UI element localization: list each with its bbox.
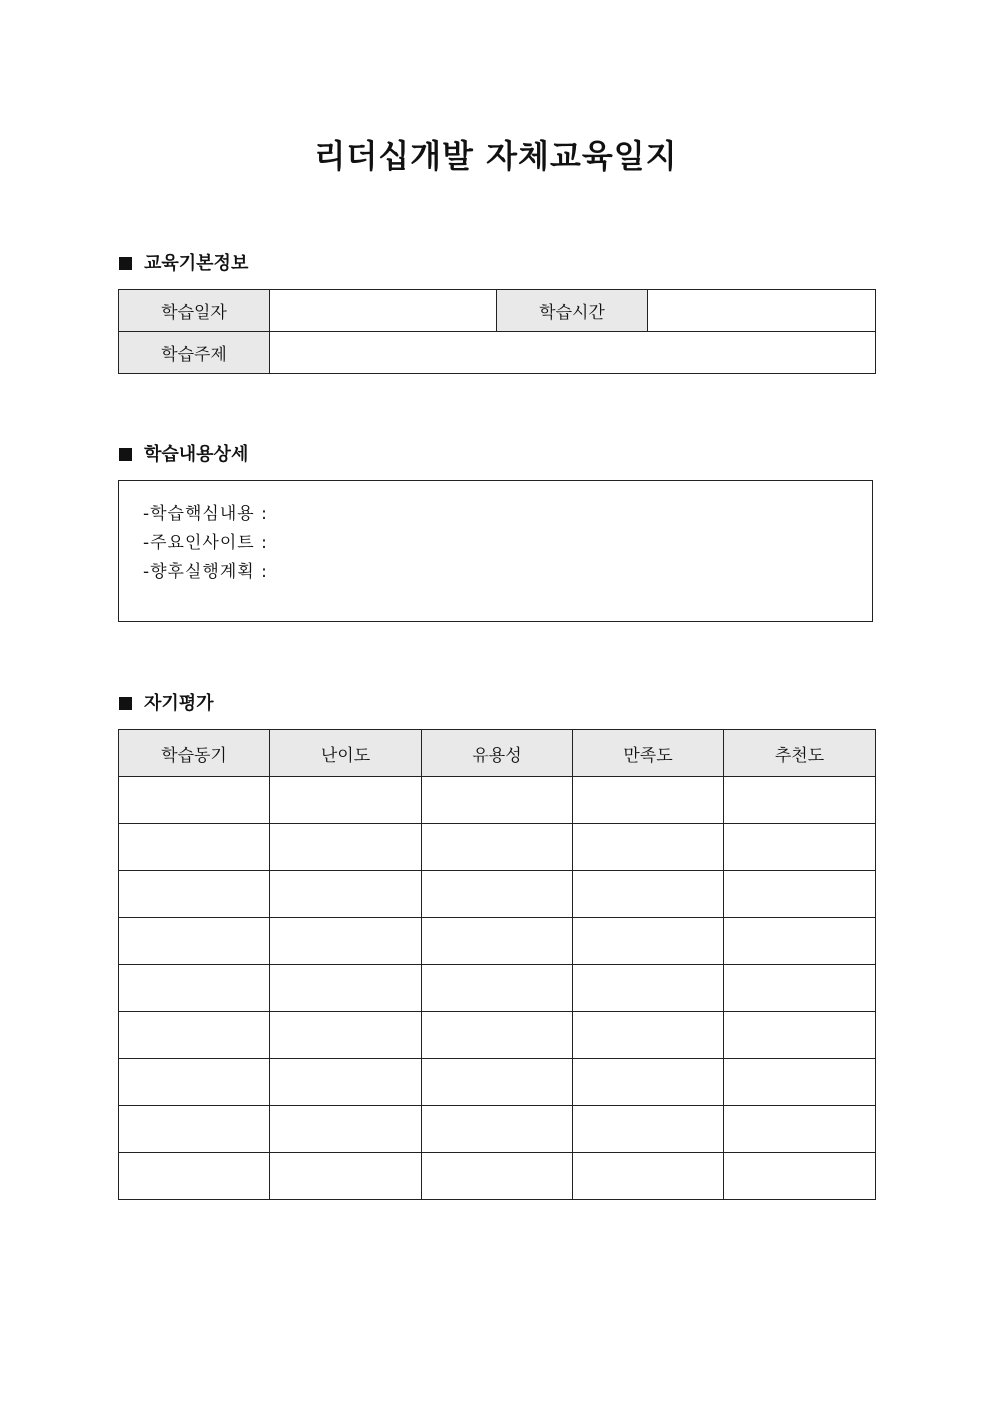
table-row xyxy=(119,1059,876,1106)
eval-cell[interactable] xyxy=(119,777,270,824)
eval-cell[interactable] xyxy=(573,965,724,1012)
eval-cell[interactable] xyxy=(119,824,270,871)
eval-cell[interactable] xyxy=(422,871,573,918)
eval-cell[interactable] xyxy=(724,1012,876,1059)
eval-cell[interactable] xyxy=(119,1012,270,1059)
detail-line-key-content: -학습핵심내용 : xyxy=(143,504,268,524)
eval-cell[interactable] xyxy=(422,965,573,1012)
document-title: 리더십개발 자체교육일지 xyxy=(314,137,678,175)
square-bullet-icon xyxy=(119,448,132,461)
eval-cell[interactable] xyxy=(724,1059,876,1106)
eval-cell[interactable] xyxy=(270,1059,422,1106)
eval-cell[interactable] xyxy=(270,824,422,871)
eval-cell[interactable] xyxy=(270,1153,422,1200)
table-row xyxy=(119,1012,876,1059)
eval-cell[interactable] xyxy=(422,777,573,824)
section-detail-heading xyxy=(119,443,248,467)
eval-cell[interactable] xyxy=(422,918,573,965)
table-row xyxy=(119,1153,876,1200)
eval-cell[interactable] xyxy=(573,918,724,965)
table-row xyxy=(119,1106,876,1153)
topic-field[interactable] xyxy=(270,332,876,374)
table-row xyxy=(119,918,876,965)
table-row xyxy=(119,871,876,918)
eval-cell[interactable] xyxy=(724,777,876,824)
eval-cell[interactable] xyxy=(573,824,724,871)
eval-cell[interactable] xyxy=(573,1059,724,1106)
eval-cell[interactable] xyxy=(119,1106,270,1153)
eval-cell[interactable] xyxy=(573,777,724,824)
col-header-recommendation: 추천도 xyxy=(724,730,876,777)
topic-label: 학습주제 xyxy=(119,332,270,374)
eval-cell[interactable] xyxy=(119,871,270,918)
eval-cell[interactable] xyxy=(573,1106,724,1153)
eval-cell[interactable] xyxy=(724,1106,876,1153)
section-detail-label: 학습내용상세 xyxy=(144,444,249,465)
self-eval-table xyxy=(118,729,876,1200)
basic-info-table xyxy=(118,289,876,374)
eval-cell[interactable] xyxy=(724,824,876,871)
section-basic-info-heading xyxy=(119,252,248,276)
detail-textbox[interactable] xyxy=(118,480,873,622)
eval-cell[interactable] xyxy=(724,918,876,965)
eval-cell[interactable] xyxy=(573,1012,724,1059)
date-label: 학습일자 xyxy=(119,290,270,332)
time-label: 학습시간 xyxy=(497,290,648,332)
detail-line-action-plan: -향후실행계획 : xyxy=(143,562,268,582)
eval-cell[interactable] xyxy=(270,965,422,1012)
square-bullet-icon xyxy=(119,697,132,710)
table-row xyxy=(119,777,876,824)
section-self-eval-heading xyxy=(119,692,214,716)
col-header-satisfaction: 만족도 xyxy=(573,730,724,777)
col-header-difficulty: 난이도 xyxy=(270,730,422,777)
eval-cell[interactable] xyxy=(422,824,573,871)
eval-cell[interactable] xyxy=(573,871,724,918)
eval-cell[interactable] xyxy=(119,965,270,1012)
eval-cell[interactable] xyxy=(270,1106,422,1153)
eval-cell[interactable] xyxy=(119,1059,270,1106)
detail-line-insights: -주요인사이트 : xyxy=(143,533,268,553)
eval-cell[interactable] xyxy=(724,871,876,918)
eval-cell[interactable] xyxy=(270,777,422,824)
date-field[interactable] xyxy=(270,290,497,332)
section-self-eval-label: 자기평가 xyxy=(144,693,214,714)
eval-cell[interactable] xyxy=(119,918,270,965)
eval-cell[interactable] xyxy=(270,1012,422,1059)
eval-cell[interactable] xyxy=(270,871,422,918)
eval-cell[interactable] xyxy=(422,1059,573,1106)
table-row xyxy=(119,965,876,1012)
eval-cell[interactable] xyxy=(270,918,422,965)
eval-cell[interactable] xyxy=(422,1153,573,1200)
time-field[interactable] xyxy=(648,290,876,332)
eval-cell[interactable] xyxy=(422,1106,573,1153)
table-row xyxy=(119,824,876,871)
eval-cell[interactable] xyxy=(573,1153,724,1200)
eval-cell[interactable] xyxy=(422,1012,573,1059)
col-header-motivation: 학습동기 xyxy=(119,730,270,777)
eval-cell[interactable] xyxy=(724,965,876,1012)
col-header-usefulness: 유용성 xyxy=(422,730,573,777)
eval-cell[interactable] xyxy=(724,1153,876,1200)
eval-cell[interactable] xyxy=(119,1153,270,1200)
square-bullet-icon xyxy=(119,257,132,270)
section-basic-info-label: 교육기본정보 xyxy=(144,253,249,274)
